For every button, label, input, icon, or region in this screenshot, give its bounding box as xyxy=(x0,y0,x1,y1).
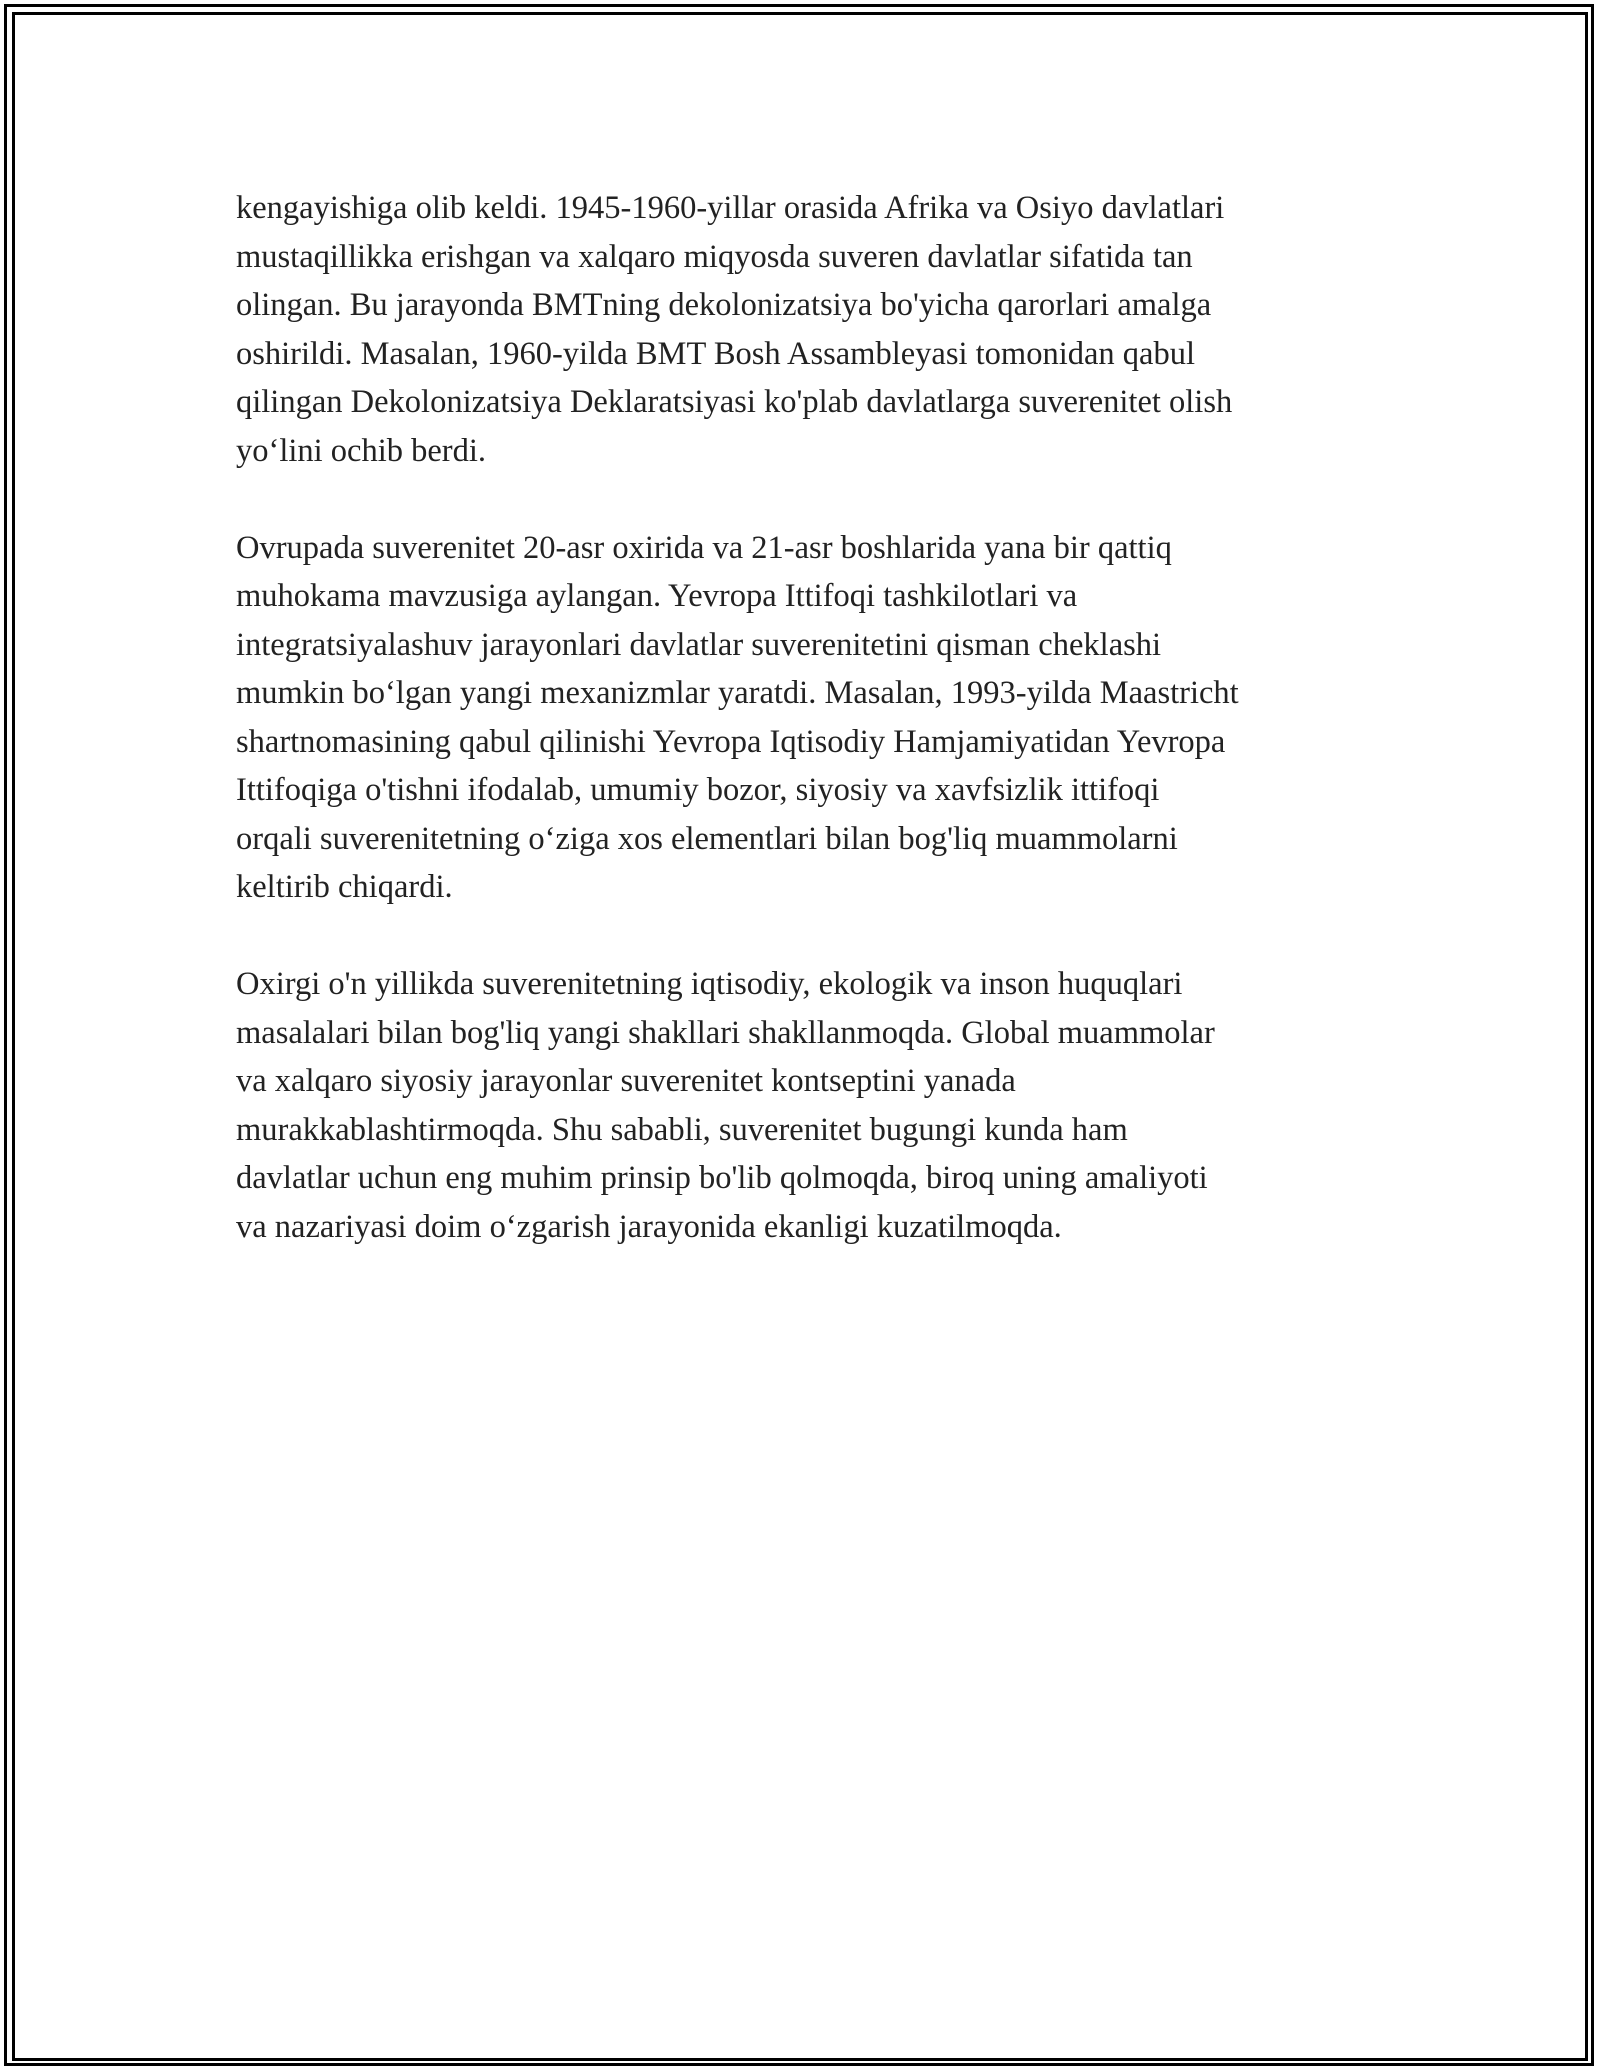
paragraph-europe-sovereignty: Ovrupada suverenitet 20-asr oxirida va 21-asr boshlarida yana bir qattiq muhokama mavzusiga aylangan. Yevropa Ittifoqi tashkilotlari va integratsiyalashuv jarayonlari davlatlar suverenitetini qisman cheklashi mumkin bo‘lgan yangi mexanizmlar yaratdi. Masalan, 1993-yilda Maastricht shartnomasining qabul qilinishi Yevropa Iqtisodiy Hamjamiyatidan Yevropa Ittifoqiga o'tishni ifodalab, umumiy bozor, siyosiy va xavfsizlik ittifoqi orqali suverenitetning o‘ziga xos elementlari bilan bog'liq muammolarni keltirib chiqardi. xyxy=(236,529,1239,905)
document-body xyxy=(236,184,1376,1300)
paragraph-decolonization: kengayishiga olib keldi. 1945-1960-yillar orasida Afrika va Osiyo davlatlari mustaqillikka erishgan va xalqaro miqyosda suveren davlatlar sifatida tan olingan. Bu jarayonda BMTning dekolonizatsiya bo'yicha qarorlari amalga oshirildi. Masalan, 1960-yilda BMT Bosh Assambleyasi tomonidan qabul qilingan Dekolonizatsiya Deklaratsiyasi ko'plab davlatlarga suverenitet olish yo‘lini ochib berdi. xyxy=(236,190,1233,469)
paragraph-recent-decades: Oxirgi o'n yillikda suverenitetning iqtisodiy, ekologik va inson huquqlari masalalari bilan bog'liq yangi shakllari shakllanmoqda. Global muammolar va xalqaro siyosiy jarayonlar suverenitet kontseptini yanada murakkablashtirmoqda. Shu sababli, suverenitet bugungi kunda ham davlatlar uchun eng muhim prinsip bo'lib qolmoqda, biroq uning amaliyoti va nazariyasi doim o‘zgarish jarayonida ekanligi kuzatilmoqda. xyxy=(236,966,1215,1245)
